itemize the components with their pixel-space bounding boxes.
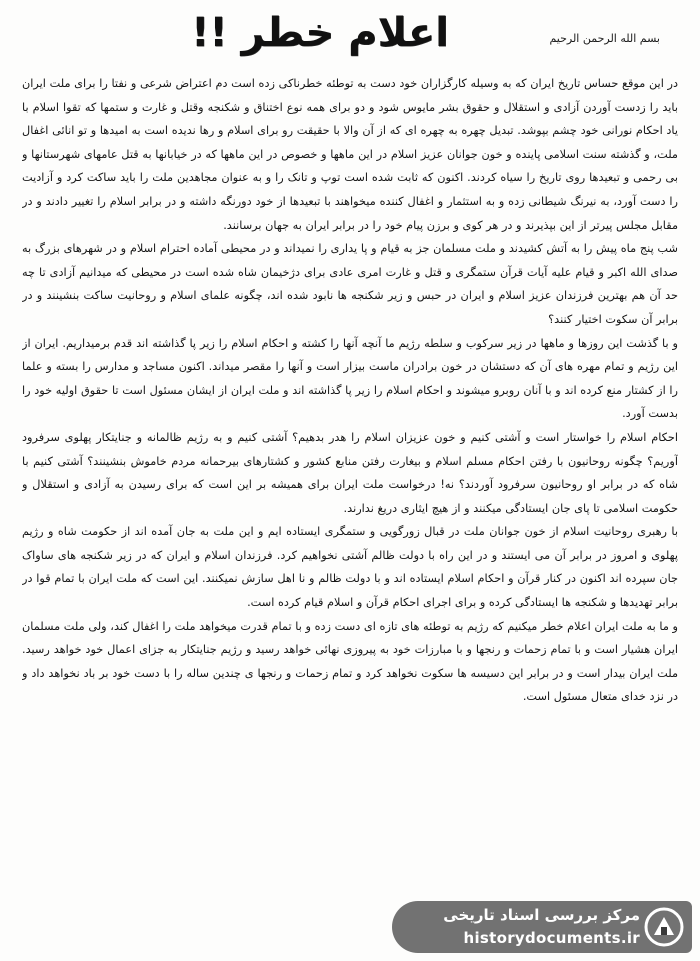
archive-watermark [392,901,692,953]
watermark-url: historydocuments.ir [463,929,640,947]
document-body [22,72,678,921]
basmala-heading: بسم الله الرحمن الرحیم [549,32,660,45]
document-header [40,10,660,72]
archive-seal-icon [644,907,684,947]
watermark-title: مرکز بررسی اسناد تاریخی [443,906,640,924]
body-paragraph: و ما به ملت ایران اعلام خطر میکنیم که رژیم به توطئه های تازه ای دست زده و با تمام قدرت میخواهد ملت را اغفال کند، ولی ملت مسلمان ایران هشیار است و با تمام زحمات و رنجها و با مبارزات خود به پیروزی نهائی خواهد رسید و رژیم جنایتکار به جزای اعمال خود خواهد رسید. ملت ایران بیدار است و در برابر این دسیسه ها سکوت نخواهد کرد و تمام زحمات و رنجها ی چندین ساله را با دست خود بر باد نخواهد داد و در نزد خدای متعال مسئول است. [22,619,678,704]
body-paragraph: شب پنج ماه پیش را به آتش کشیدند و ملت مسلمان جز به قیام و پا یداری را نمیداند و در محیطی آماده احترام اسلام و در شهرهای بزرگ به صدای الله اکبر و قیام علیه آیات قرآن ستمگری و قتل و غارت امری عادی برای دژخیمان شاه شده است در محیطی که میدانیم آزادی تا چه حد آن هم بهترین فرزندان عزیز اسلام و ایران در حبس و زیر شکنجه ها نابود شده اند، چگونه علمای اسلام و روحانیت ساکت بنشینند و در برابر آن سکوت اختیار کنند؟ [22,242,678,326]
body-paragraph: در این موقع حساس تاریخ ایران که به وسیله کارگزاران خود دست به توطئه خطرناکی زده است دم اعتراض شرعی و نفتا را برای ملت ایران باید را زدست آوردن آزادی و استقلال و حقوق بشر مایوس شود و دو برای همه نوع اختناق و شکنجه وقتل و غارت و ستمها که تقوا اسلام با یاد احکام نورانی خود چشم بپوشد. تبدیل چهره به چهره ای که از آن والا با حقیقت رو برای اسلام و رها ندیده است به امیدها و تو انائی اغفال ملت، و گذشته سنت اسلامی پاینده و خون جوانان عزیز اسلام در این ماهها و خصوص در این ماهها که در خیابانها به قتل عامهای شهرستانها و بی رحمی و تبعیدها روی تاریخ را سیاه کردند. اکنون که ثابت شده است توپ و تانک را و به عنوان مجاهدین ملت را باید ساکت کرد و آزادیت را دست آورد، به نیرنگ شیطانی زده و به استثمار و اغفال کننده میخواهند با تبعیدها از خود دورنگه داشته و در برابر اسلام را تغییر دادند و در مقابل مجلس پیرتر از این بپذیرند و در هر کوی و برزن پیام خود را در برابر ایران به جهان برسانند. [22,77,678,232]
body-paragraph: با رهبری روحانیت اسلام از خون جوانان ملت در قبال زورگویی و ستمگری ایستاده ایم و این ملت به جان آمده اند از حکومت شاه و رژیم پهلوی و امروز در برابر آن می ایستند و در این راه با دولت ظالم آشتی نخواهیم کرد. فرزندان اسلام و ایران که در زیر شکنجه های ساواک جان سپرده اند اکنون در کنار قرآن و احکام اسلام ایستاده اند و با دولت ظالم و نا اهل سازش نمیکنند. این است که ملت ایران با تمام قوا در برابر تهدیدها و شکنجه ها ایستادگی کرده و برای اجرای احکام قرآن و اسلام قیام کرده است. [22,525,678,610]
body-paragraph: و با گذشت این روزها و ماهها در زیر سرکوب و سلطه رژیم ما آنچه آنها را کشته و احکام اسلام را زیر پا گذاشته اند قدم برمیداریم. ایران از این رژیم و تمام مهره های آن که دستشان در خون برادران ماست بیزار است و آنها را مقصر میداند. اکنون مساجد و مدارس را بسته و علما را از کشتار منع کرده اند و با آنان روبرو میشوند و احکام اسلام را زیر پا گذاشته اند و ملت ایران از ایشان مسئول است تا حقوق اولیه خود را بدست آورد. [22,336,678,421]
body-paragraph: احکام اسلام را خواستار است و آشتی کنیم و خون عزیزان اسلام را هدر بدهیم؟ آشتی کنیم و به رژیم ظالمانه و جنایتکار پهلوی سرفرود آوریم؟ چگونه روحانیون با رفتن احکام مسلم اسلام و بیغارت رفتن منابع کشور و کشتارهای بیرحمانه مردم خاموش بنشینند؟ آشتی کنیم با شاه که در برابر او روحانیون سرفرود آوردند؟ نه! درخواست ملت ایران برای همیشه بر این است که برای رسیدن به آزادی و استقلال و حکومت اسلامی تا پای جان ایستادگی میکنند و از هیچ ایثاری دریغ ندارند. [22,430,678,515]
document-title: اعلام خطر !! [191,10,449,56]
